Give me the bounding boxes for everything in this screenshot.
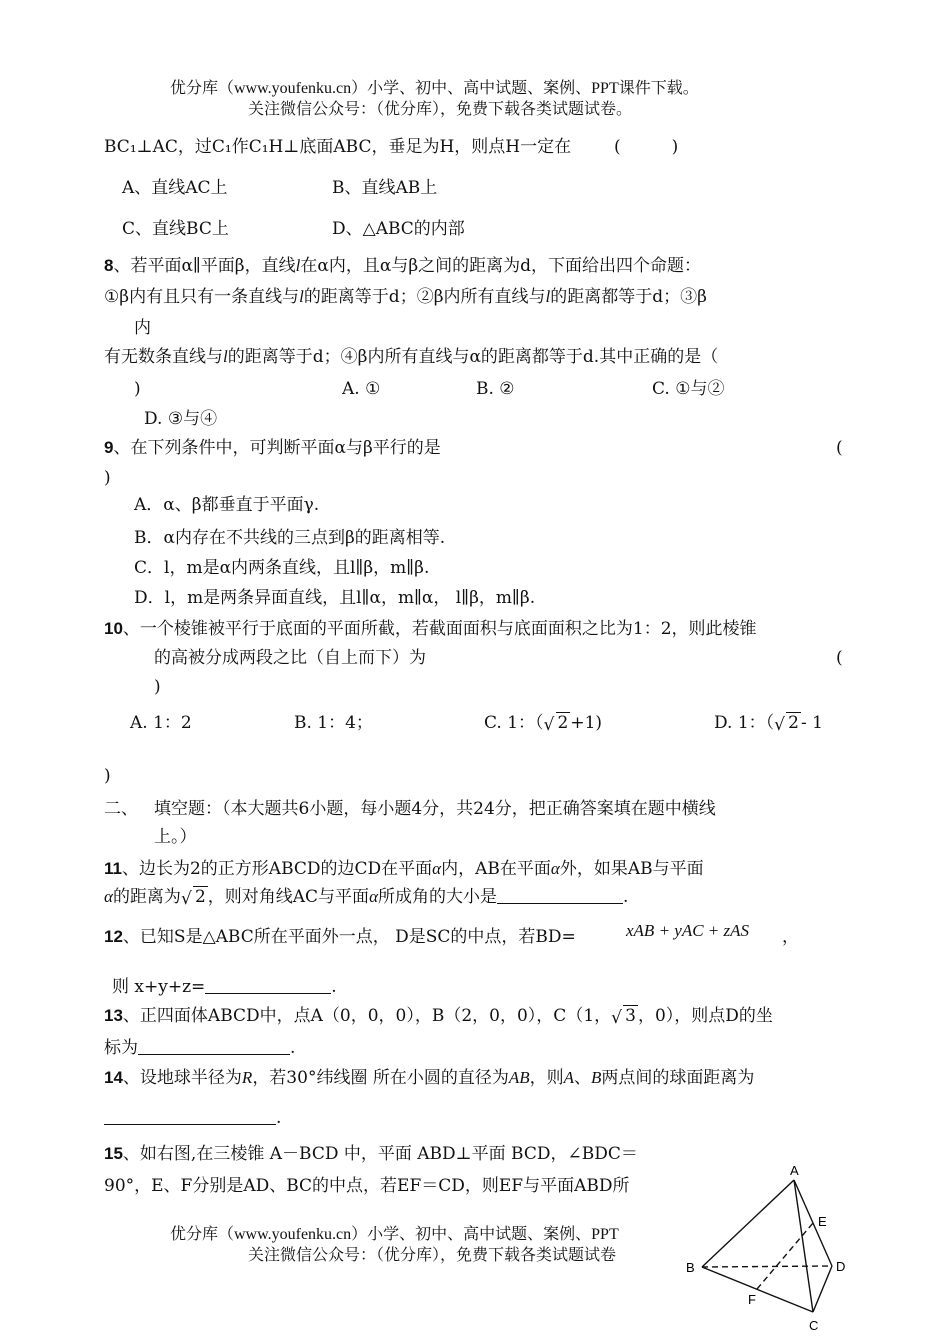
q14-ab: AB <box>508 1068 530 1087</box>
q7-stem <box>104 136 571 158</box>
q7-option-c: C、直线BC上 <box>122 219 229 239</box>
q10-number: 10 <box>104 619 123 638</box>
q10-d-radicand: 2 <box>788 713 799 733</box>
q8-line-4 <box>104 346 718 368</box>
q10-c-radicand: 2 <box>557 713 569 733</box>
label-c: C <box>809 1318 819 1333</box>
label-f: F <box>748 1292 756 1307</box>
section-2-text: 填空题：（本大题共6小题，每小题4分，共24分，把正确答案填在题中横线 <box>154 799 716 819</box>
q14-text-d: 、 <box>574 1068 592 1088</box>
q14-text-b: ，若30°纬线圈 所在小圆的直径为 <box>252 1068 509 1088</box>
footer-line-1: 优分库（www.youfenku.cn）小学、初中、高中试题、案例、PPT <box>170 1226 619 1243</box>
q10-stem-text: 、一个棱锥被平行于底面的平面所截，若截面面积与底面面积之比为1：2，则此棱锥 <box>122 619 757 639</box>
q9-option-d: D．l，m是两条异面直线，且l∥α，m∥α， l∥β，m∥β. <box>134 588 536 608</box>
q14-answer-blank[interactable] <box>104 1108 276 1125</box>
q10-stem <box>104 618 757 640</box>
q14-a: A <box>563 1068 575 1087</box>
q8-line-l-4: l <box>223 347 228 366</box>
q14-number: 14 <box>104 1068 123 1087</box>
q13-sqrt: √ 3 <box>611 1006 636 1028</box>
q11-line-1 <box>104 858 704 880</box>
q13-period: . <box>290 1038 296 1058</box>
header-line-1: 优分库（www.youfenku.cn）小学、初中、高中试题、案例、PPT课件下载。 <box>170 80 699 97</box>
q7-stem-text: BC₁⊥AC，过C₁作C₁H⊥底面ABC，垂足为H，则点H一定在 <box>104 137 572 157</box>
section-2-label: 二、 <box>104 799 138 819</box>
q10-tail-paren: ) <box>104 766 111 786</box>
q10-d-sqrt: √ 2 <box>774 713 799 735</box>
q14-text-a: 、设地球半径为 <box>122 1068 242 1088</box>
q12-period: . <box>331 977 337 997</box>
q12-vector-expression: xAB + yAC + zAS <box>626 921 750 940</box>
q9-stem-text: 、在下列条件中，可判断平面α与β平行的是 <box>113 438 441 458</box>
q15-text-a: 、如右图,在三棱锥 A－BCD 中，平面 ABD⊥平面 BCD，∠BDC＝ <box>122 1144 638 1164</box>
q8-text-1b: 在α内，且α与β之间的距离为d，下面给出四个命题： <box>300 256 702 276</box>
q12-text-a: 、已知S是△ABC所在平面外一点， D是SC的中点，若BD= <box>122 927 576 947</box>
q8-text-4b: 的距离等于d；④β内所有直线与α的距离都等于d.其中正确的是（ <box>227 347 719 367</box>
q7-option-a: A、直线AC上 <box>122 178 228 198</box>
label-b: B <box>686 1260 695 1275</box>
q15-line-2: 90°，E、F分别是AD、BC的中点，若EF＝CD，则EF与平面ABD所 <box>104 1176 630 1196</box>
q11-period: . <box>623 887 629 907</box>
q11-text-b: 内，AB在平面 <box>441 859 551 879</box>
q14-b: B <box>591 1068 602 1087</box>
q12-number: 12 <box>104 927 123 946</box>
q8-text-4a: 有无数条直线与 <box>104 347 223 367</box>
q8-line-l-2: l <box>299 287 304 306</box>
q8-line-l-3: l <box>545 287 551 306</box>
q8-number: 8 <box>104 256 114 275</box>
q12-answer-blank[interactable] <box>205 977 331 994</box>
q8-option-a: A. ① <box>342 379 381 399</box>
q10-d-post: - 1 <box>800 713 823 733</box>
q11-number: 11 <box>104 859 122 878</box>
q8-option-d: D. ③与④ <box>144 409 218 429</box>
q15-number: 15 <box>104 1144 123 1163</box>
q14-text-c: ，则 <box>529 1068 564 1088</box>
q8-text-2a: ①β内有且只有一条直线与 <box>104 287 300 307</box>
q8-close-paren: ) <box>134 379 141 399</box>
q10-option-b: B. 1：4； <box>294 713 373 733</box>
q14-r: R <box>241 1068 253 1087</box>
q9-option-a: A．α、β都垂直于平面γ. <box>134 495 320 515</box>
header-line-2: 关注微信公众号：（优分库），免费下载各类试题试卷。 <box>248 101 633 118</box>
q10-paren-close: ) <box>154 677 161 697</box>
q10-c-post: +1) <box>570 713 603 733</box>
q11-text-d: 的距离为 <box>112 887 181 907</box>
q14-line-2 <box>104 1107 281 1129</box>
q8-line-3: 内 <box>134 318 151 338</box>
q10-option-c <box>484 712 602 734</box>
q12-line-2 <box>112 976 337 998</box>
q8-text-2c: 的距离都等于d；③β <box>550 287 707 307</box>
q7-option-b: B、直线AB上 <box>332 178 438 198</box>
q13-text-a: 、正四面体ABCD中，点A（0，0，0），B（2，0，0），C（1， <box>122 1006 612 1026</box>
q11-sqrt: √ 2 <box>180 887 206 909</box>
q11-text-e: ，则对角线AC与平面 <box>207 887 370 907</box>
q9-stem <box>104 437 441 459</box>
q10-paren-open: ( <box>836 648 843 668</box>
q11-alpha-2: α <box>550 859 560 878</box>
label-e: E <box>818 1214 827 1229</box>
q14-line-1 <box>104 1067 754 1089</box>
q11-text-f: 所成角的大小是 <box>378 887 497 907</box>
q9-option-c: C．l，m是α内两条直线，且l∥β，m∥β. <box>134 558 430 578</box>
q8-text-1a: 、若平面α∥平面β，直线 <box>113 256 296 276</box>
q7-option-d: D、△ABC的内部 <box>332 219 465 239</box>
section-2-text-2: 上。） <box>154 827 197 847</box>
q14-period: . <box>276 1108 282 1128</box>
q13-line-2 <box>104 1037 295 1059</box>
q11-radicand: 2 <box>194 887 206 907</box>
q11-line-2 <box>104 886 628 908</box>
q13-number: 13 <box>104 1006 123 1025</box>
label-d: D <box>836 1259 846 1274</box>
footer-line-2: 关注微信公众号：（优分库），免费下载各类试题试卷 <box>248 1247 617 1264</box>
q11-text-c: 外，如果AB与平面 <box>559 859 704 879</box>
q9-paren-open: ( <box>836 438 843 458</box>
q10-d-pre: D. 1：（ <box>714 713 775 733</box>
q10-c-pre: C. 1：（ <box>484 713 544 733</box>
q11-alpha-1: α <box>432 859 442 878</box>
q10-c-sqrt: √ 2 <box>543 713 569 735</box>
q8-text-2b: 的距离等于d；②β内所有直线与 <box>303 287 546 307</box>
q15-line-1 <box>104 1143 638 1165</box>
q14-text-e: 两点间的球面距离为 <box>601 1068 755 1088</box>
q12-text-c: 则 x+y+z= <box>112 977 206 997</box>
q11-answer-blank[interactable] <box>497 887 623 904</box>
q9-number: 9 <box>104 438 114 457</box>
q10-stem-2: 的高被分成两段之比（自上而下）为 <box>154 648 426 668</box>
label-a: A <box>790 1163 799 1178</box>
q13-text-c: 标为 <box>104 1038 138 1058</box>
q13-text-b: ，0），则点D的坐 <box>637 1006 773 1026</box>
q7-paren: ( ) <box>614 137 679 157</box>
q10-option-d <box>714 712 823 734</box>
q11-alpha-3: α <box>104 887 113 906</box>
q13-answer-blank[interactable] <box>138 1038 290 1055</box>
q13-line-1 <box>104 1005 773 1027</box>
q8-option-b: B. ② <box>476 379 515 399</box>
q11-alpha-4: α <box>369 887 378 906</box>
q8-line-1 <box>104 255 701 277</box>
q10-option-a: A. 1：2 <box>130 713 192 733</box>
q11-text-a: 、边长为2的正方形ABCD的边CD在平面 <box>121 859 433 879</box>
q8-line-l: l <box>295 256 301 275</box>
tetrahedron-figure <box>680 1160 850 1335</box>
q8-option-c: C. ①与② <box>652 379 725 399</box>
q13-radicand: 3 <box>625 1006 636 1026</box>
q9-option-b: B．α内存在不共线的三点到β的距离相等. <box>134 528 446 548</box>
q9-paren-close: ) <box>104 468 111 488</box>
q12-comma: ， <box>782 927 799 947</box>
q8-line-2 <box>104 286 707 308</box>
q12-line-1 <box>104 926 576 948</box>
